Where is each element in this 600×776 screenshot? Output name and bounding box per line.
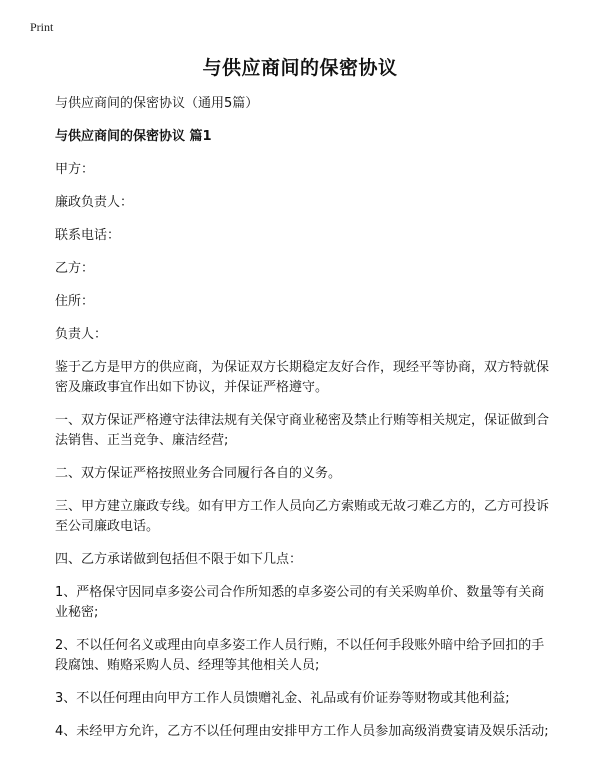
paragraph-clause-4: 四、乙方承诺做到包括但不限于如下几点： [55, 552, 303, 567]
field-address: 住所： [55, 294, 95, 309]
paragraph-preamble: 鉴于乙方是甲方的供应商，为保证双方长期稳定友好合作，现经平等协商，双方特就保密及廉政事宜作出如下协议，并保证严格遵守。 [55, 360, 550, 395]
field-party-a: 甲方： [55, 162, 95, 177]
field-contact-phone: 联系电话： [55, 228, 121, 243]
field-integrity-officer: 廉政负责人： [55, 195, 134, 210]
print-label[interactable]: Print [30, 20, 54, 34]
field-responsible-person: 负责人： [55, 327, 108, 342]
document-title: 与供应商间的保密协议 [202, 57, 398, 79]
paragraph-item-4: 4、未经甲方允许，乙方不以任何理由安排甲方工作人员参加高级消费宴请及娱乐活动; [55, 724, 549, 739]
paragraph-clause-3: 三、甲方建立廉政专线。如有甲方工作人员向乙方索贿或无故刁难乙方的，乙方可投诉至公司廉政电话。 [55, 499, 550, 534]
section-heading: 与供应商间的保密协议 篇1 [55, 129, 212, 144]
paragraph-item-1: 1、严格保守因同卓多姿公司合作所知悉的卓多姿公司的有关采购单价、数量等有关商业秘密; [55, 585, 545, 620]
document-subtitle: 与供应商间的保密协议（通用5篇） [55, 96, 259, 111]
field-party-b: 乙方： [55, 261, 95, 276]
paragraph-clause-2: 二、双方保证严格按照业务合同履行各自的义务。 [55, 466, 342, 481]
paragraph-item-2: 2、不以任何名义或理由向卓多姿工作人员行贿，不以任何手段账外暗中给予回扣的手段腐蚀、贿赂采购人员、经理等其他相关人员; [55, 638, 545, 673]
paragraph-clause-1: 一、双方保证严格遵守法律法规有关保守商业秘密及禁止行贿等相关规定，保证做到合法销售、正当竞争、廉洁经营; [55, 413, 550, 448]
paragraph-item-3: 3、不以任何理由向甲方工作人员馈赠礼金、礼品或有价证券等财物或其他利益; [55, 691, 510, 706]
document-body [55, 94, 555, 755]
